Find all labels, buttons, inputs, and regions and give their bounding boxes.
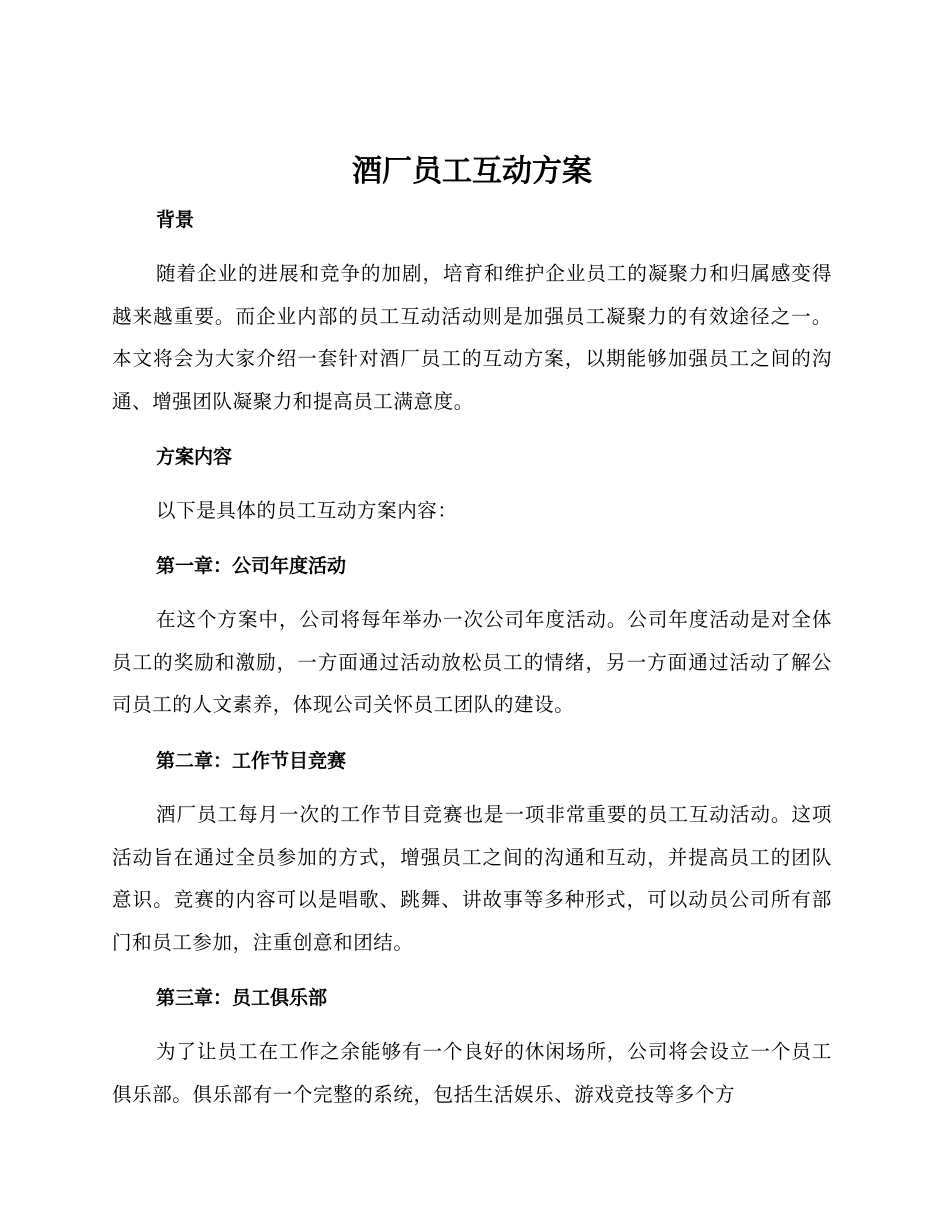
document-title: 酒厂员工互动方案: [352, 154, 592, 189]
chapter-3-paragraph: 为了让员工在工作之余能够有一个良好的休闲场所，公司将会设立一个员工俱乐部。俱乐部有一个完整的系统，包括生活娱乐、游戏竞技等多个方: [112, 1040, 832, 1106]
section-heading-background: 背景: [156, 209, 195, 231]
chapter-1-paragraph: 在这个方案中，公司将每年举办一次公司年度活动。公司年度活动是对全体员工的奖励和激励，一方面通过活动放松员工的情绪，另一方面通过活动了解公司员工的人文素养，体现公司关怀员工团队的建设。: [112, 608, 832, 716]
chapter-3-heading: 第三章：员工俱乐部: [156, 987, 328, 1009]
chapter-1-heading: 第一章：公司年度活动: [156, 555, 347, 577]
section-heading-content: 方案内容: [156, 446, 233, 468]
chapter-2-paragraph: 酒厂员工每月一次的工作节目竞赛也是一项非常重要的员工互动活动。这项活动旨在通过全员参加的方式，增强员工之间的沟通和互动，并提高员工的团队意识。竞赛的内容可以是唱歌、跳舞、讲故事等多种形式，可以动员公司所有部门和员工参加，注重创意和团结。: [112, 803, 832, 954]
paragraph-content-intro: 以下是具体的员工互动方案内容：: [156, 499, 458, 522]
chapter-2-heading: 第二章：工作节目竞赛: [156, 750, 347, 772]
paragraph-background: 随着企业的进展和竞争的加剧，培育和维护企业员工的凝聚力和归属感变得越来越重要。而企业内部的员工互动活动则是加强员工凝聚力的有效途径之一。本文将会为大家介绍一套针对酒厂员工的互动方案，以期能够加强员工之间的沟通、增强团队凝聚力和提高员工满意度。: [112, 262, 832, 413]
